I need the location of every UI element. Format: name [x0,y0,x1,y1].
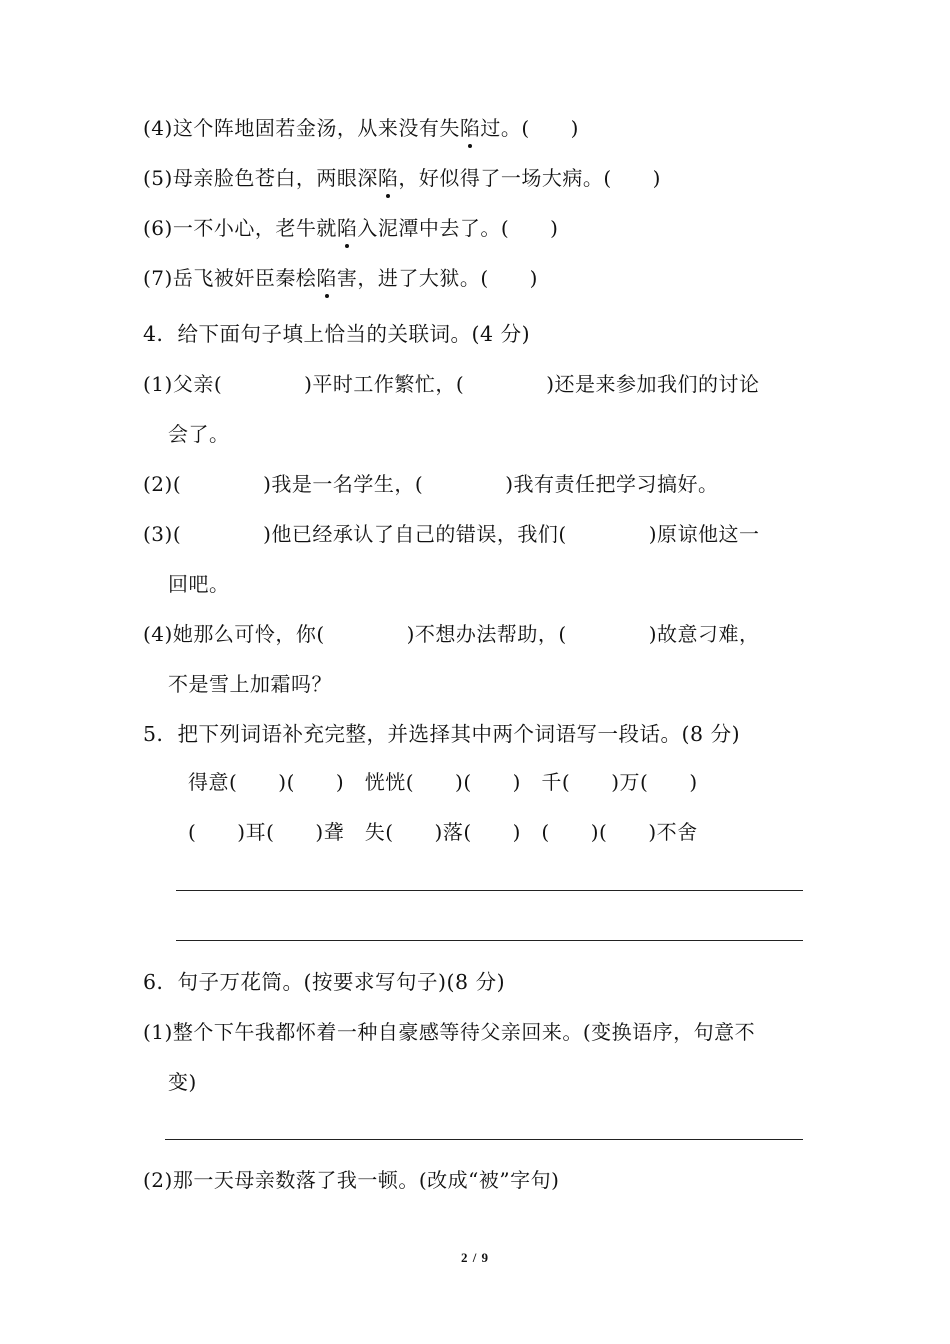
q5-answer-line-2[interactable] [176,940,803,941]
q5-words-row-2: ( )耳( )聋 失( )落( ) ( )( )不舍 [188,820,698,844]
q3-item-4: (4)这个阵地固若金汤，从来没有失陷过。( ) [143,116,579,140]
q5-answer-line-1[interactable] [176,890,803,891]
emphasis-char: 陷 [459,116,481,140]
q3-item-6: (6)一不小心，老牛就陷入泥潭中去了。( ) [143,216,559,240]
q3-item-5: (5)母亲脸色苍白，两眼深陷，好似得了一场大病。( ) [143,166,661,190]
emphasis-char: 陷 [336,216,358,240]
q4-item-3: (3)( )他已经承认了自己的错误，我们( )原谅他这一 [143,522,760,546]
q4-item-1: (1)父亲( )平时工作繁忙，( )还是来参加我们的讨论 [143,372,760,396]
q6-item-1-cont: 变) [168,1070,197,1094]
q6-item-1: (1)整个下午我都怀着一种自豪感等待父亲回来。(变换语序，句意不 [143,1020,756,1044]
q6-heading: 6．句子万花筒。(按要求写句子)(8 分) [143,970,506,994]
q4-item-3-cont: 回吧。 [168,572,230,596]
q4-item-1-cont: 会了。 [168,422,230,446]
q5-words-row-1: 得意( )( ) 恍恍( )( ) 千( )万( ) [188,770,698,794]
emphasis-char: 陷 [316,266,337,290]
page-number: 2 / 9 [460,1250,490,1265]
q4-item-4: (4)她那么可怜，你( )不想办法帮助，( )故意刁难， [143,622,760,646]
q4-item-4-cont: 不是雪上加霜吗？ [168,672,332,696]
q3-item-7: (7)岳飞被奸臣秦桧陷害，进了大狱。( ) [143,266,538,290]
q5-heading: 5．把下列词语补充完整，并选择其中两个词语写一段话。(8 分) [143,722,741,746]
q4-item-2: (2)( )我是一名学生，( )我有责任把学习搞好。 [143,472,719,496]
emphasis-char: 陷 [377,166,399,190]
q6-item-2: (2)那一天母亲数落了我一顿。(改成“被”字句) [143,1168,560,1192]
q6-answer-line-1[interactable] [165,1139,803,1140]
q4-heading: 4．给下面句子填上恰当的关联词。(4 分) [143,322,531,346]
